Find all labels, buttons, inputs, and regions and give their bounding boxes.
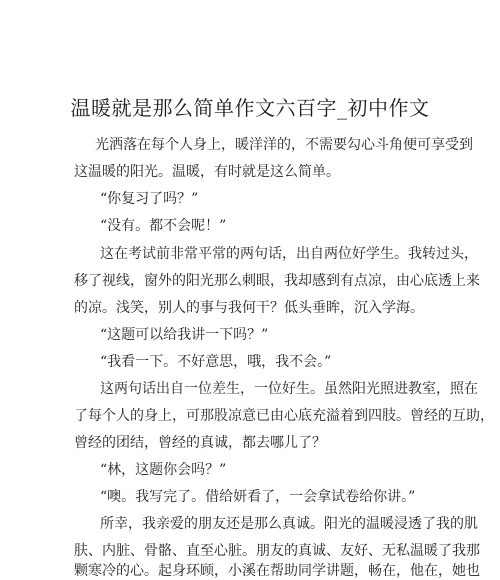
paragraph-line: 移了视线，窗外的阳光那么刺眼，我却感到有点凉，由心底透上来 [74, 273, 480, 289]
paragraph-line: “林，这题你会吗？” [100, 462, 227, 478]
paragraph-line: 所幸，我亲爱的朋友还是那么真诚。阳光的温暖浸透了我的肌 [100, 516, 478, 532]
paragraph-line: “我看一下。不好意思，哦，我不会。” [100, 354, 332, 370]
paragraph-line: “没有。都不会呢！” [100, 218, 227, 234]
article-title: 温暖就是那么简单作文六百字_初中作文 [70, 96, 430, 120]
paragraph-line: 颗寒冷的心。起身环顾，小溪在帮助同学讲题，畅在，他在，她也 [74, 563, 480, 579]
paragraph-line: 这温暖的阳光。温暖，有时就是这么简单。 [74, 164, 340, 180]
paragraph-line: 的凉。浅笑，别人的事与我何干？低头垂眸，沉入学海。 [74, 300, 424, 316]
paragraph-line: “这题可以给我讲一下吗？” [100, 327, 269, 343]
paragraph-line: 光洒落在每个人身上，暖洋洋的，不需要勾心斗角便可享受到 [95, 137, 473, 153]
paragraph-line: 曾经的团结，曾经的真诚，都去哪儿了？ [74, 435, 326, 451]
paragraph-line: 肤、内脏、骨骼、直至心脏。朋友的真诚、友好、无私温暖了我那 [74, 543, 480, 559]
paragraph-line: 了每个人的身上，可那股凉意已由心底充溢着到四肢。曾经的互助， [74, 408, 494, 424]
paragraph-line: “噢。我写完了。借给妍看了，一会拿试卷给你讲。” [100, 489, 416, 505]
paragraph-line: 这两句话出自一位差生，一位好生。虽然阳光照进教室，照在 [100, 381, 478, 397]
paragraph-line: “你复习了吗？” [100, 191, 199, 207]
paragraph-line: 这在考试前非常平常的两句话，出自两位好学生。我转过头， [100, 246, 478, 262]
